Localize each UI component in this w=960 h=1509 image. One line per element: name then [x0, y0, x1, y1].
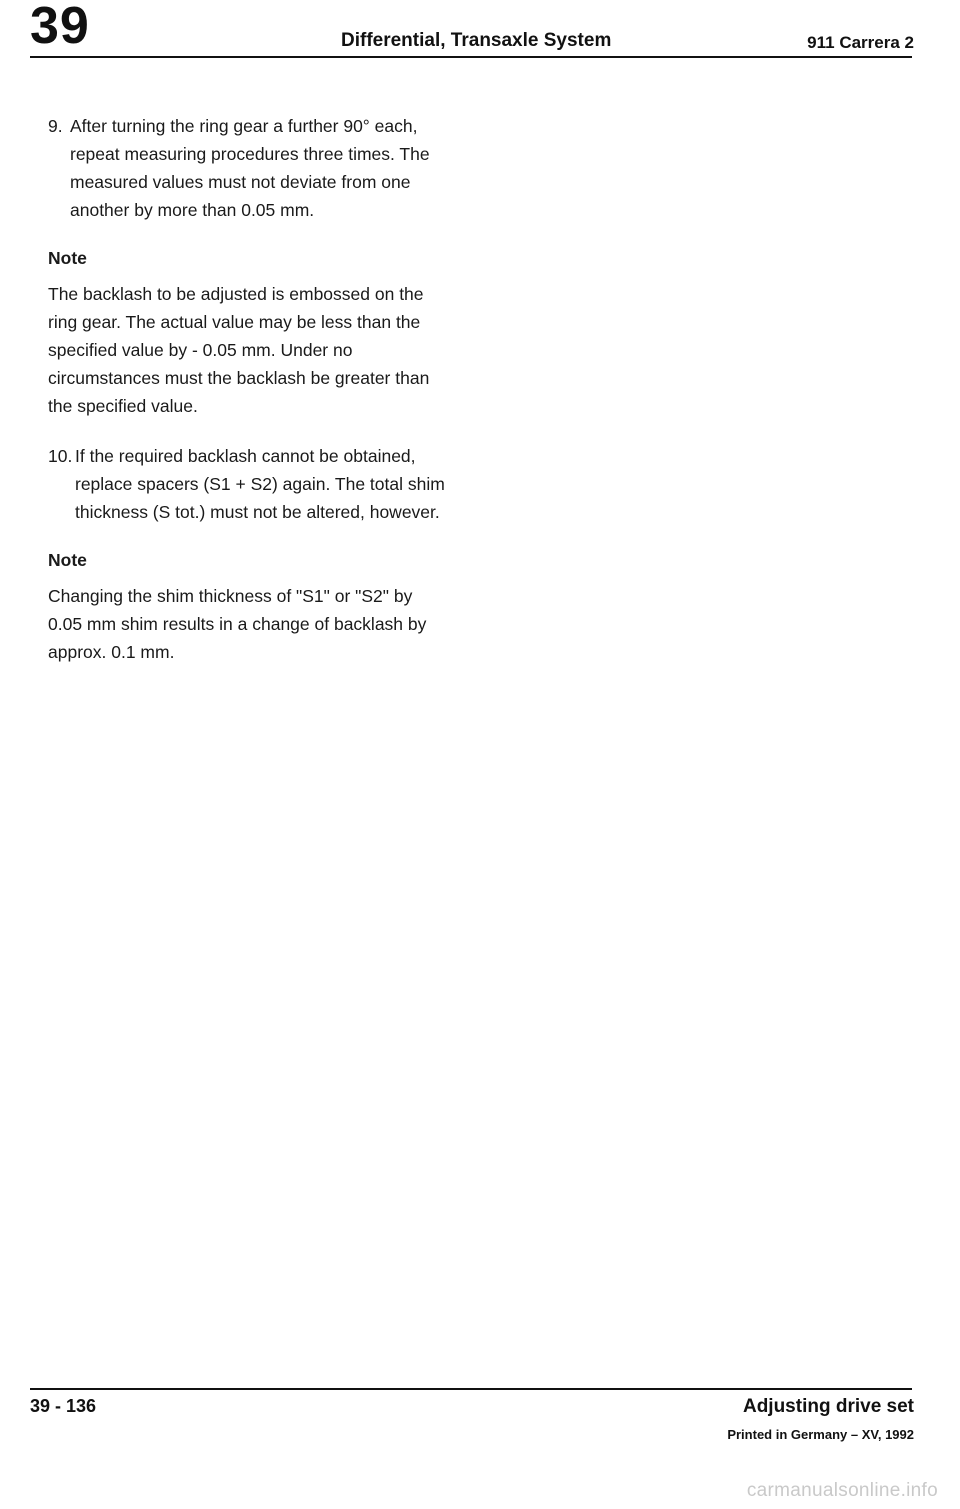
note-text: Changing the shim thickness of "S1" or "S2" by 0.05 mm shim results in a change of backlash by approx. 0.1 mm. [48, 586, 427, 662]
note-heading: Note [48, 550, 87, 570]
note-heading: Note [48, 248, 87, 268]
footer-title: Adjusting drive set [742, 1396, 914, 1417]
step-9-text: After turning the ring gear a further 90° each, repeat measuring procedures three times. The measured values must not deviate from one another by more than 0.05 mm. [70, 116, 430, 220]
step-9 [48, 112, 448, 224]
footer-divider [30, 1388, 912, 1390]
section-title: Differential, Transaxle System [341, 30, 612, 51]
step-10 [48, 442, 448, 526]
print-info: Printed in Germany – XV, 1992 [727, 1427, 914, 1442]
header-divider [30, 56, 912, 58]
step-10-text: If the required backlash cannot be obtained, replace spacers (S1 + S2) again. The total shim thickness (S tot.) must not be altered, however. [75, 446, 445, 522]
page-number: 39 - 136 [30, 1396, 97, 1416]
page-header [0, 0, 960, 62]
watermark: carmanualsonline.info [746, 1480, 938, 1501]
step-9-number: 9. [48, 116, 63, 136]
step-10-number: 10. [48, 446, 73, 466]
page-content [48, 112, 448, 688]
section-number: 39 [30, 0, 90, 55]
note-text: The backlash to be adjusted is embossed on the ring gear. The actual value may be less than the specified value by - 0.05 mm. Under no circumstances must the backlash be greater than the specified value. [48, 284, 430, 416]
model-name: 911 Carrera 2 [807, 33, 914, 52]
